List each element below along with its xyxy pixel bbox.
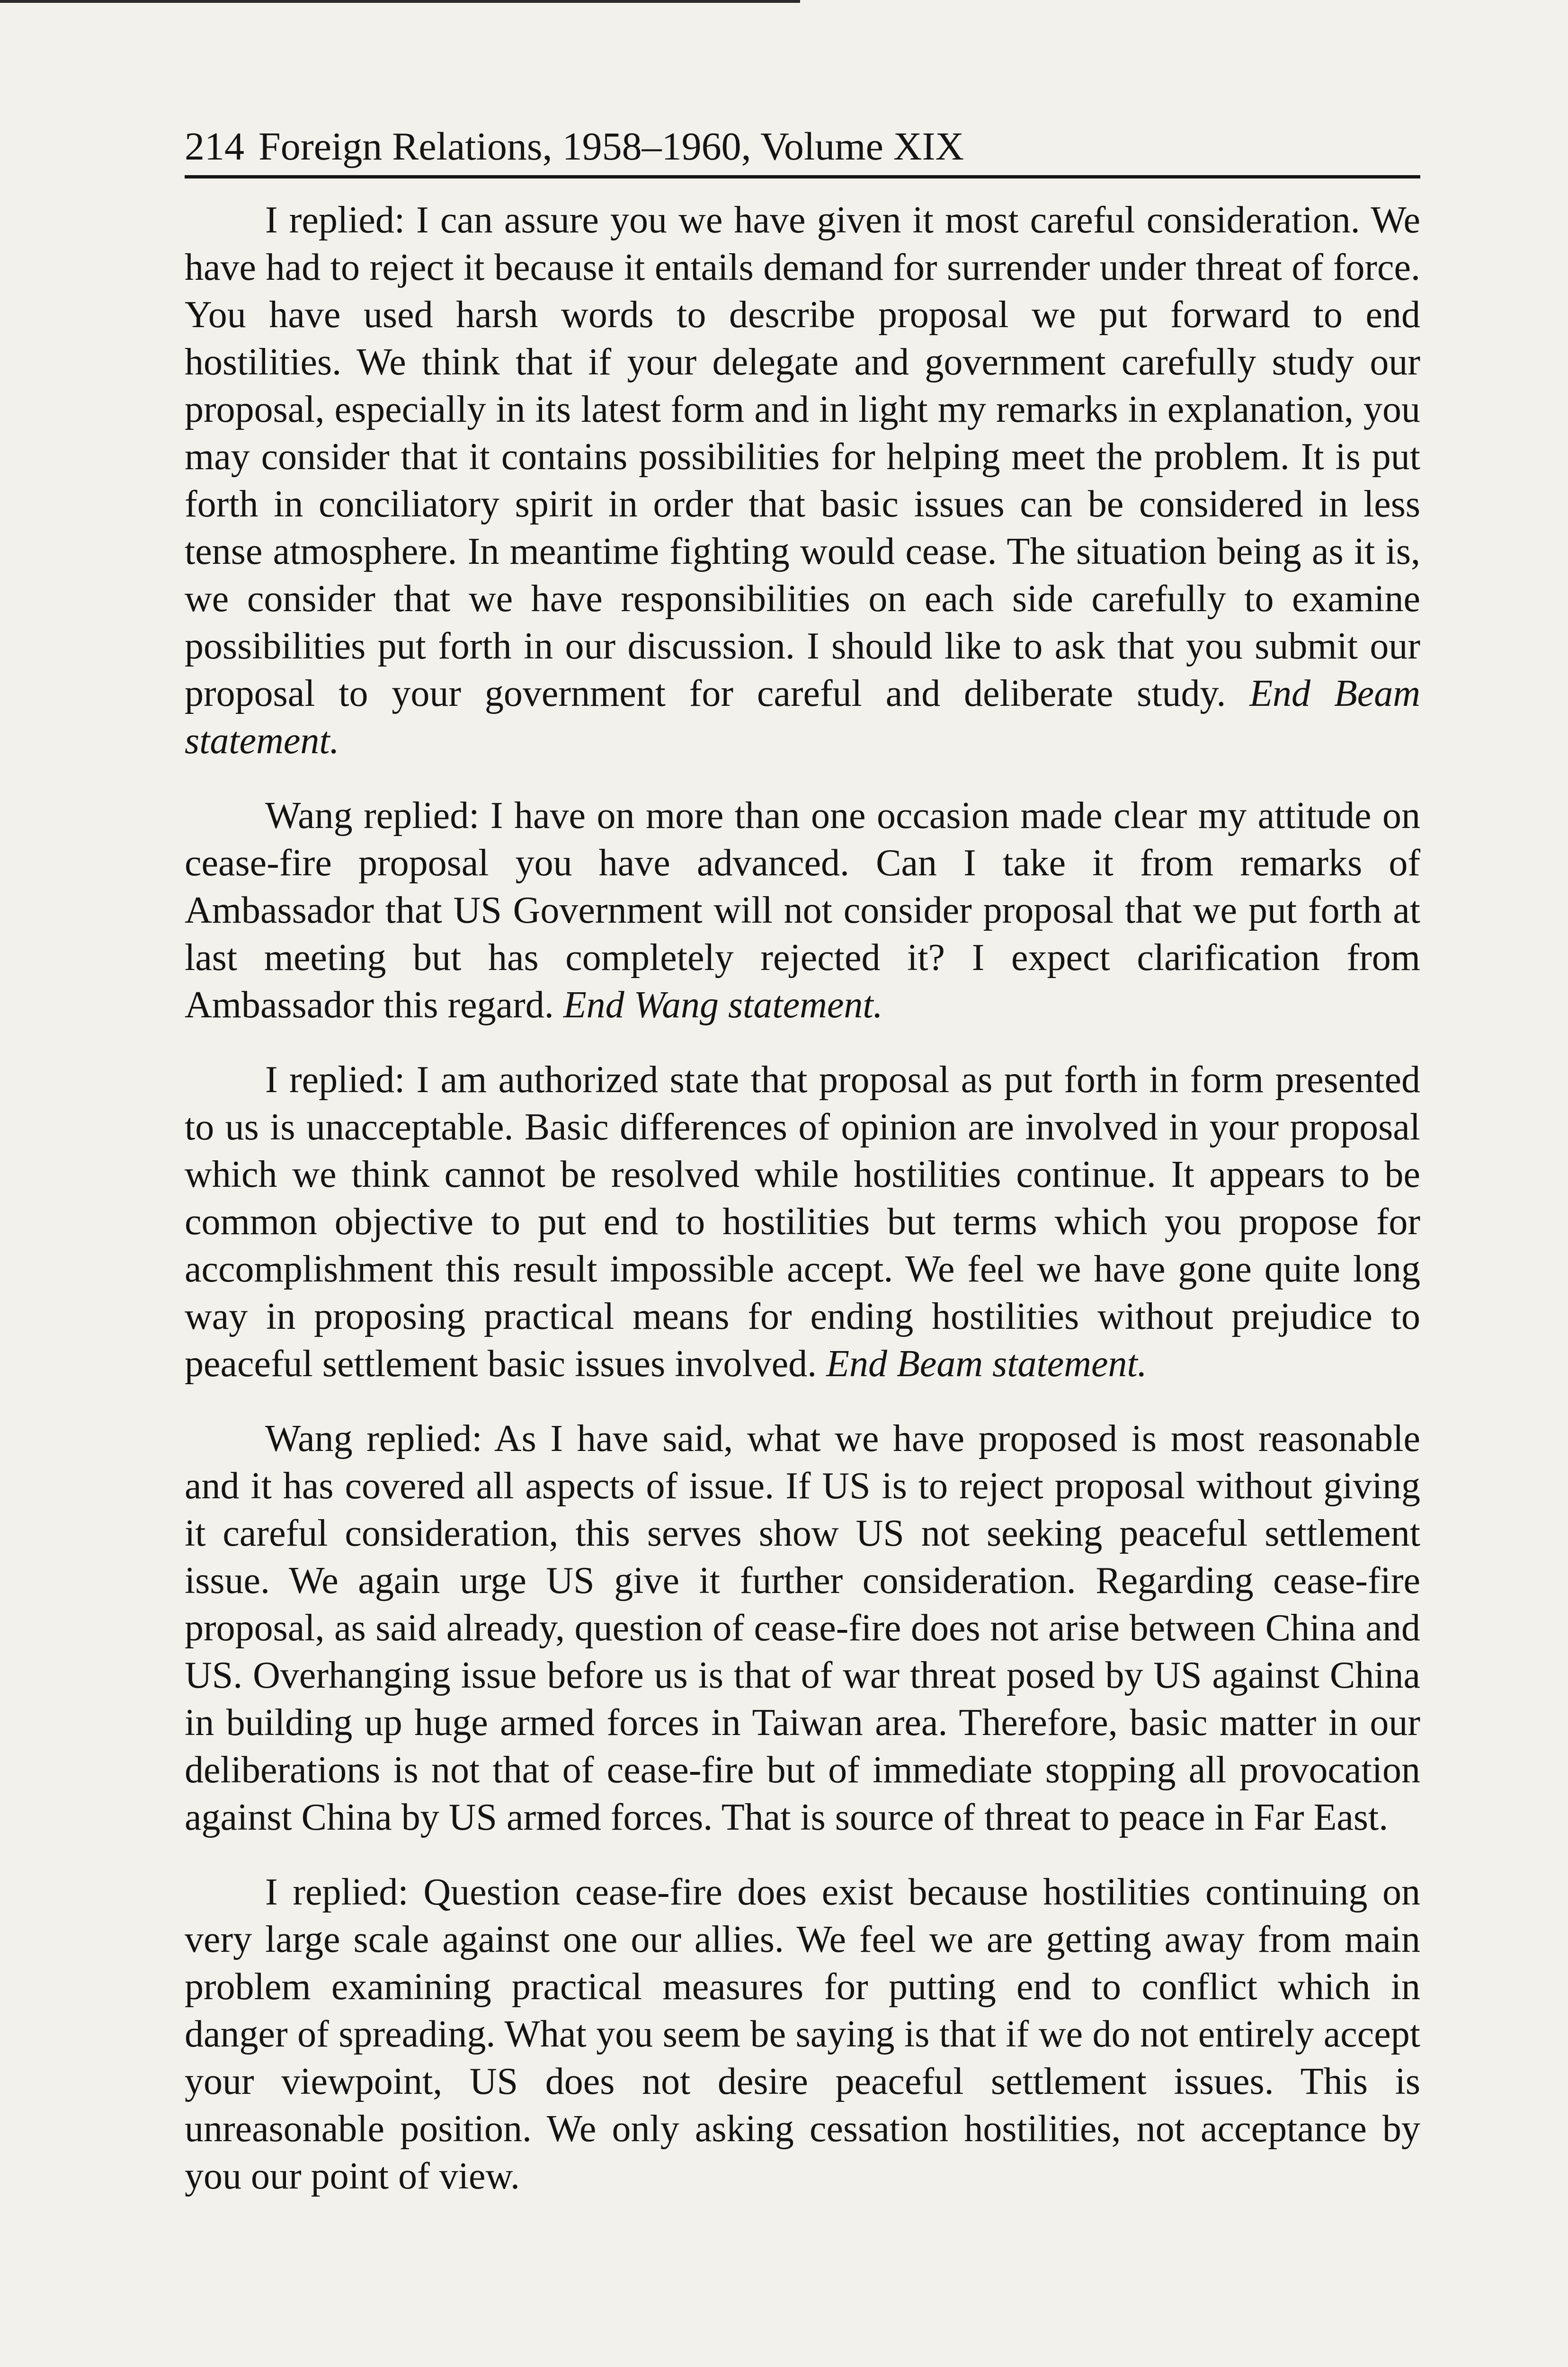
end-statement-marker: End Wang statement.	[563, 984, 883, 1026]
paragraph-wang-2	[185, 1415, 1420, 1841]
paragraph-beam-2	[185, 1056, 1420, 1388]
paragraph-text: I replied: Question cease-fire does exist because hostilities continuing on very large scale against one our allies. We feel we are getting away from main problem examining practical measures for putting end to conflict which in danger of spreading. What you seem be saying is that if we do not entirely accept your viewpoint, US does not desire peaceful settlement issues. This is unreasonable position. We only asking cessation hostilities, not acceptance by you our point of view.	[185, 1871, 1420, 2197]
paragraph-text: Wang replied: I have on more than one occasion made clear my attitude on cease-fire proposal you have advanced. Can I take it from remarks of Ambassador that US Government will not consider proposal that we put forth at last meeting but has completely rejected it? I expect clarification from Ambassador this regard.	[185, 795, 1420, 1026]
paragraph-beam-1	[185, 196, 1420, 765]
paragraph-text: Wang replied: As I have said, what we have proposed is most reasonable and it has covered all aspects of issue. If US is to reject proposal without giving it careful consideration, this serves show US not seeking peaceful settlement issue. We again urge US give it further consideration. Regarding cease-fire proposal, as said already, question of cease-fire does not arise between China and US. Overhanging issue before us is that of war threat posed by US against China in building up huge armed forces in Taiwan area. Therefore, basic matter in our deliberations is not that of cease-fire but of immediate stopping all provocation against China by US armed forces. That is source of threat to peace in Far East.	[185, 1418, 1420, 1838]
paragraph-wang-1	[185, 792, 1420, 1029]
page-number: 214	[185, 125, 244, 169]
paragraph-beam-3	[185, 1869, 1420, 2200]
end-statement-marker: End Beam statement.	[826, 1343, 1147, 1385]
volume-title: Foreign Relations, 1958–1960, Volume XIX	[258, 125, 964, 169]
running-header	[185, 123, 1420, 178]
end-statement-marker: End Beam statement.	[185, 673, 1421, 762]
paragraph-text: I replied: I am authorized state that proposal as put forth in form presented to us is unacceptable. Basic differences of opinion are involved in your proposal which we think cannot be resolved while hostilities continue. It appears to be common objective to put end to hostilities but terms which you propose for accomplishment this result impossible accept. We feel we have gone quite long way in proposing practical means for ending hostilities without prejudice to peaceful settlement basic issues involved.	[185, 1059, 1420, 1385]
paragraph-text: I replied: I can assure you we have given it most careful consideration. We have had to reject it because it entails demand for surrender under threat of force. You have used harsh words to describe proposal we put forward to end hostilities. We think that if your delegate and government carefully study our proposal, especially in its latest form and in light my remarks in explanation, you may consider that it contains possibilities for helping meet the problem. It is put forth in conciliatory spirit in order that basic issues can be considered in less tense atmosphere. In meantime fighting would cease. The situation being as it is, we consider that we have responsibilities on each side carefully to examine possibilities put forth in our discussion. I should like to ask that you submit our proposal to your government for careful and deliberate study.	[185, 199, 1420, 714]
document-page	[185, 123, 1420, 2227]
document-body	[185, 196, 1420, 2200]
scan-top-edge	[0, 0, 800, 3]
